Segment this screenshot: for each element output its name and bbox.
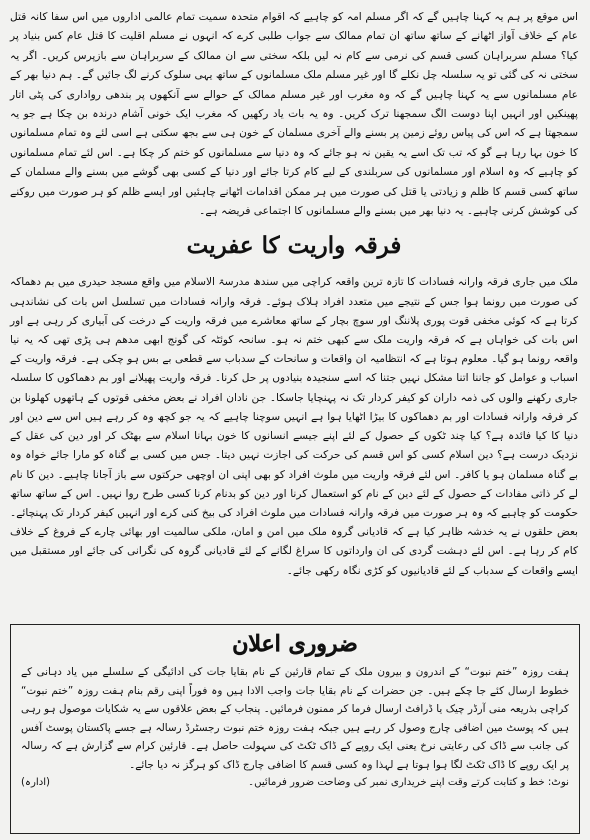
article-heading: فرقہ واریت کا عفریت [186,232,402,260]
article-paragraph-1: اس موقع پر ہم یہ کہنا چاہیں گے کہ اگر مسلم امہ کو چاہیے کہ اقوام متحدہ سمیت تمام عالمی اداروں میں اس سفا کانہ قتل عام کے خلاف آواز اٹھانے کے ساتھ ساتھ ان تمام ممالک سے جواب طلبی کرے کہ انہوں نے مسلم اقلیت کا قتل عام کس بنیاد پر کیا؟ مسلم سربراہان کسی قسم کی نرمی سے کام نہ لیں بلکہ سختی سے ان ممالک کے سربراہان سے بازپرس کریں۔ اگر یہ سختی نہ کی گئی تو یہ سلسلہ چل نکلے گا اور غیر مسلم ملک مسلمانوں کے ساتھ یہی سلوک کرنے لگ جائیں گے۔ ہم دنیا بھر کے عام مسلمانوں سے یہ کہنا چاہیں گے کہ وہ مغرب اور غیر مسلم ممالک کے حوالے سے آنکھوں پر بندھی رواداری کی پٹی اتار پھینکیں اور انہیں اپنا دوست الگ سمجھنا ترک کریں۔ وہ یہ بات یاد رکھیں کہ مغرب ایک خونی آشام درندہ بن چکا ہے جو یہ سمجھتا ہے کہ اس کی پیاس روئے زمین پر بسنے والے آخری مسلمان کے خون ہی سے بجھ سکتی ہے اسی لئے وہ تمام مسلمانوں کا خون بہا رہا ہے گو کہ تب تک اسے یہ یقین نہ ہو جائے کہ وہ دنیا سے مسلمانوں کو ختم کر چکا ہے۔ اس لئے تمام مسلمانوں کو چاہیے کہ وہ اسلام اور مسلمانوں کی سربلندی کے لیے کام کرتا جائے اور دنیا کے کسی بھی گوشے میں بسنے والے مسلمان کے ساتھ کسی قسم کا ظلم و زیادتی یا قتل کی صورت میں ہر ممکن اقدامات اٹھانے چاہئیں اور ایسے ظلم کو ہر صورت میں روکنے کی کوشش کرنی چاہیے۔ یہ دنیا بھر میں بسنے والے مسلمانوں کا اجتماعی فریضہ ہے۔ [10,11,578,218]
notice-footer-note: نوٹ: خط و کتابت کرتے وقت اپنے خریداری نمبر کی وضاحت ضرور فرمائیں۔ [248,776,569,788]
notice-footer [21,777,569,788]
notice-signature: (ادارہ) [21,776,51,788]
notice-body: ہفت روزہ ”ختم نبوت“ کے اندرون و بیرون ملک کے تمام قارئین کے نام بقایا جات کی ادائیگی کے سلسلے میں یاد دہانی کے خطوط ارسال کئے جا چکے ہیں۔ جن حضرات کے نام بقایا جات واجب الادا ہیں وہ فوراً اپنی رقم بنام ہفت روزہ ”ختم نبوت“ کراچی بذریعہ منی آرڈر چیک یا ڈرافٹ ارسال فرما کر ممنون فرمائیں۔ پنجاب کے بعض علاقوں سے یہ شکایات موصول ہو رہی ہیں کہ پوسٹ مین اضافی چارج وصول کر رہے ہیں جبکہ ہفت روزہ ختم نبوت رجسٹرڈ رسالہ ہے جسے پاکستان پوسٹ آفس کی جانب سے ڈاک کی رعایتی نرخ یعنی ایک روپے کے ڈاک ٹکٹ کی سہولت حاصل ہے۔ قارئین کرام سے گزارش ہے کہ رسالہ پر ایک روپے کا ڈاک ٹکٹ لگا ہوا ہوتا ہے لہذا وہ کسی قسم کا اضافی چارج ڈاک کو ہرگز نہ دیا جائے۔ [21,666,569,771]
notice-box [10,624,580,834]
article-paragraph-2: ملک میں جاری فرقہ وارانہ فسادات کا تازہ ترین واقعہ کراچی میں سندھ مدرسۃ الاسلام میں واقع مسجد حیدری میں بم دھماکہ کی صورت میں رونما ہوا جس کے نتیجے میں متعدد افراد ہلاک ہوئے۔ فرقہ وارانہ فسادات میں تسلسل اس بات کی نشاندہی کرتا ہے کہ کوئی مخفی قوت پوری پلاننگ اور سوچ بچار کے ساتھ معاشرے میں فرقہ واریت کے درخت کی آبیاری کر رہی ہے اور اس بات کی خواہاں ہے کہ فرقہ واریت ملک سے کبھی ختم نہ ہو۔ سانحہ کوئٹہ کی گونج ابھی مدھم ہی پڑی تھی کہ یہ نیا واقعہ رونما ہو گیا۔ معلوم ہوتا ہے کہ انتظامیہ ان واقعات و سانحات کے سدباب سے قطعی بے بس ہو چکی ہے۔ فرقہ واریت کے اسباب و عوامل کو جاننا اتنا مشکل نہیں جتنا کہ اسے سنجیدہ بنیادوں پر حل کرنا۔ فرقہ واریت پھیلانے اور بم دھماکوں کا سلسلہ جاری رکھنے والوں کی ذمہ داران کو کیفر کردار تک نہ پہنچایا جاسکا۔ جن نادان افراد نے بعض مخفی قوتوں کے ہاتھوں کھلونا بن کر فرقہ وارانہ فسادات اور بم دھماکوں کا بیڑا اٹھایا ہوا ہے انہیں سوچنا چاہیے کہ یہ جو کچھ وہ کر رہے ہیں اس سے دین اور دنیا کا کیا فائدہ ہے؟ کیا چند ٹکوں کے حصول کے لئے اپنے جیسے انسانوں کا خون بہانا اسلام سے بھٹک کر اور دین کی عقل کے نزدیک درست ہے؟ دین اسلام کسی کو اس قسم کی حرکت کی اجازت نہیں دیتا۔ جس میں کسی بے گناہ کو مارا جائے خواہ وہ بے گناہ مسلمان ہو یا کافر۔ اس لئے فرقہ واریت میں ملوث افراد کو بھی اپنی ان اوچھی حرکتوں سے باز آجانا چاہیے۔ دین کا نام لے کر ذاتی مفادات کے حصول کے لئے دین کے نام کو استعمال کرنا اور دین کو بدنام کرنا کسی طرح روا نہیں۔ اس کے ساتھ ساتھ حکومت کو چاہیے کہ وہ ہر صورت میں فرقہ وارانہ فسادات میں ملوث افراد کی بیخ کنی کرے اور انہیں کیفر کردار تک پہنچائے۔ بعض حلقوں نے یہ خدشہ ظاہر کیا ہے کہ قادیانی گروہ ملک میں امن و امان، ملکی سالمیت اور بھائی چارے کے فروغ کے خلاف کام کر رہا ہے۔ اس لئے دہشت گردی کی ان وارداتوں کا سراغ لگانے کے لئے قادیانی گروہ کی نگرانی کی جائے اور مستقبل میں ایسے واقعات کے سدباب کے لئے قادیانیوں کو کڑی نگاہ رکھی جائے۔ [10,276,578,577]
notice-title: ضروری اعلان [232,631,358,657]
